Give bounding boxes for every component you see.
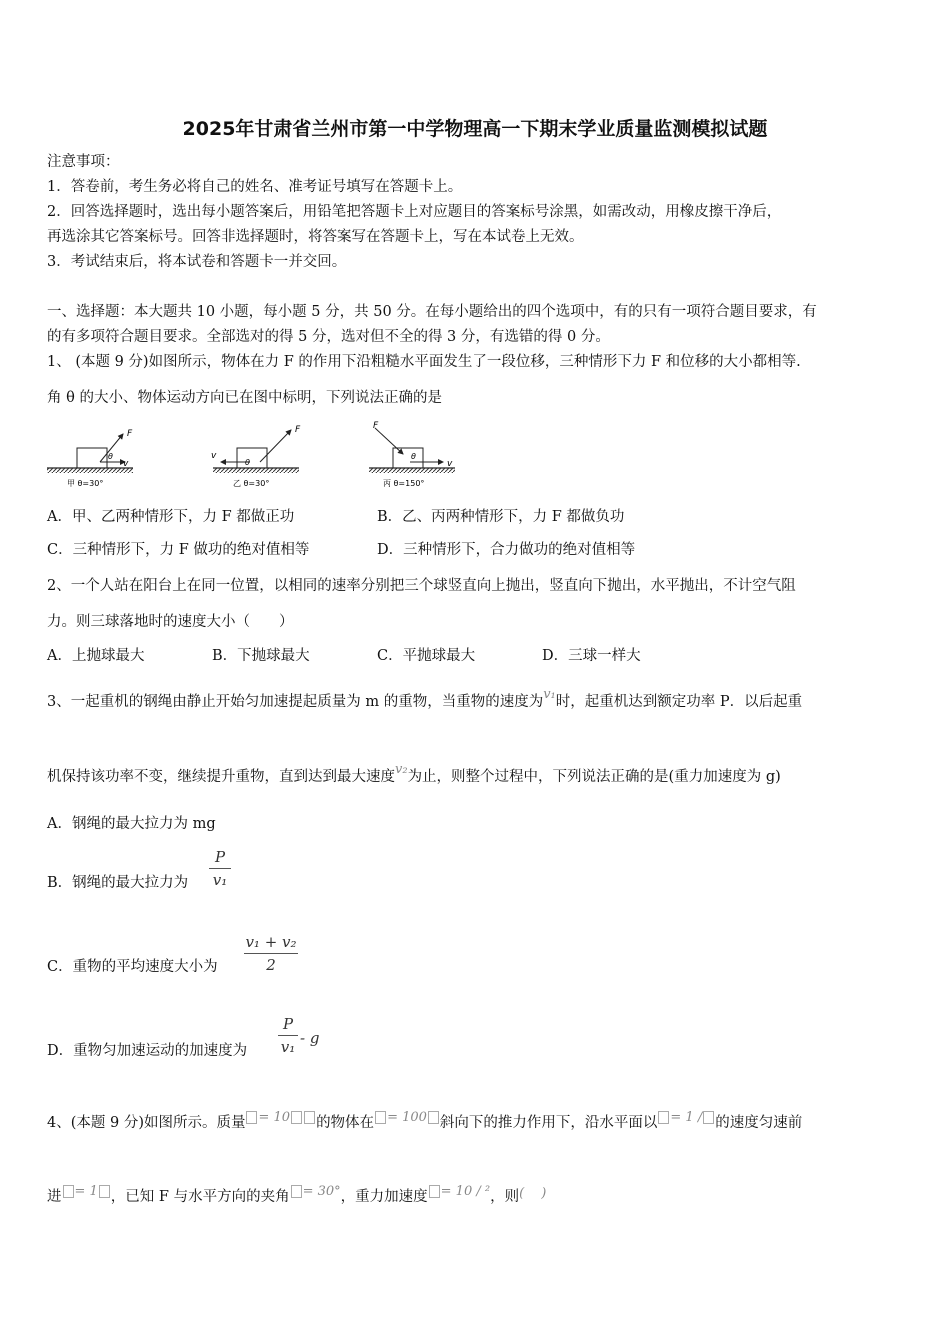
q1-figures [45, 420, 465, 492]
q4-text: 的速度匀速前 [715, 1115, 803, 1131]
q4-text: ，已知 F 与水平方向的夹角 [110, 1189, 290, 1205]
v2-symbol: v₂ [395, 762, 408, 777]
force-label: F [127, 429, 133, 439]
velocity-label: v [211, 451, 217, 461]
fraction-denominator: v₁ [212, 871, 228, 889]
q3-option-d: D．重物匀加速运动的加速度为 [47, 1043, 248, 1059]
angle-label: θ [411, 452, 416, 461]
q4-text: ，则 [490, 1189, 520, 1205]
q1-stem-line1: 1、 (本题 9 分)如图所示，物体在力 F 的作用下沿粗糙水平面发生了一段位移，三种情形下力 F 和位移的大小都相等. [47, 354, 801, 370]
notice-item-3: 3．考试结束后，将本试卷和答题卡一并交回。 [47, 254, 347, 270]
notice-item-1: 1．答卷前，考生务必将自己的姓名、准考证号填写在答题卡上。 [47, 179, 463, 195]
fraction-denominator: v₁ [280, 1038, 296, 1056]
block [237, 448, 267, 468]
q3-option-c-fraction [244, 933, 298, 974]
velocity-value: = 1 / [670, 1110, 703, 1125]
q3-option-d-tail: - g [300, 1029, 320, 1047]
q3-stem-line2 [47, 762, 781, 788]
q3-text: 为止，则整个过程中，下列说法正确的是(重力加速度为 g) [407, 769, 781, 785]
force-arrow [375, 428, 403, 454]
q1-stem-line2: 角 θ 的大小、物体运动方向已在图中标明，下列说法正确的是 [47, 390, 442, 406]
q3-option-d-fraction [278, 1015, 298, 1056]
q4-stem-line1 [47, 1110, 803, 1134]
q2-stem-line2: 力。则三球落地时的速度大小（ ） [47, 614, 294, 630]
figure-bing [369, 421, 455, 488]
q3-option-b: B．钢绳的最大拉力为 [47, 875, 189, 891]
q3-option-c: C．重物的平均速度大小为 [47, 959, 218, 975]
page-title: 2025年甘肃省兰州市第一中学物理高一下期末学业质量监测模拟试题 [182, 118, 768, 140]
section-intro-line2: 的有多项符合题目要求。全部选对的得 5 分，选对但不全的得 3 分，有选错的得 0 分。 [47, 329, 610, 345]
q4-text: 进 [47, 1189, 62, 1205]
notice-item-2-cont: 再选涂其它答案标号。回答非选择题时，将答案写在答题卡上，写在本试卷上无效。 [47, 229, 584, 245]
figure-caption: 甲 θ=30° [67, 479, 104, 488]
q1-option-a: A．甲、乙两种情形下，力 F 都做正功 [47, 509, 295, 525]
figure-yi [211, 425, 301, 488]
angle-value: = 30° [302, 1184, 341, 1199]
q4-stem-line2 [47, 1184, 547, 1208]
velocity-label: v [447, 459, 453, 469]
angle-label: θ [245, 458, 250, 467]
fraction-numerator: P [214, 848, 226, 866]
q3-stem-line1 [47, 687, 803, 713]
force-label: F [373, 421, 379, 431]
q1-option-d: D．三种情形下，合力做功的绝对值相等 [377, 542, 636, 558]
fraction-denominator: 2 [266, 956, 276, 974]
force-label: F [295, 425, 301, 435]
notice-heading: 注意事项： [47, 154, 120, 170]
q2-stem-line1: 2、一个人站在阳台上在同一位置，以相同的速率分别把三个球竖直向上抛出，竖直向下抛出，水平抛出，不计空气阻 [47, 578, 796, 594]
v1-symbol: v₁ [543, 687, 556, 702]
figure-caption: 丙 θ=150° [383, 479, 425, 488]
q2-option-a: A．上抛球最大 [47, 648, 145, 664]
force-arrow [260, 430, 291, 462]
q2-option-d: D．三球一样大 [542, 648, 641, 664]
fraction-numerator: v₁ + v₂ [245, 933, 297, 951]
q2-option-b: B．下抛球最大 [212, 648, 310, 664]
block [77, 448, 107, 468]
q4-text: ，重力加速度 [340, 1189, 428, 1205]
q3-text: 3、一起重机的钢绳由静止开始匀加速提起质量为 m 的重物，当重物的速度为 [47, 694, 544, 710]
answer-parenthesis: ( ) [519, 1186, 547, 1201]
fraction-numerator: P [282, 1015, 294, 1033]
q4-text: 斜向下的推力作用下，沿水平面以 [439, 1115, 658, 1131]
q3-option-b-fraction [209, 848, 231, 889]
mass-value: = 10 [258, 1110, 291, 1125]
q1-option-b: B．乙、丙两种情形下，力 F 都做负功 [377, 509, 625, 525]
q3-text: 时，起重机达到额定功率 P．以后起重 [555, 694, 803, 710]
q2-option-c: C．平抛球最大 [377, 648, 476, 664]
notice-item-2: 2．回答选择题时，选出每小题答案后，用铅笔把答题卡上对应题目的答案标号涂黑，如需改动，用橡皮擦干净后， [47, 204, 782, 220]
figure-jia [47, 429, 133, 488]
angle-label: θ [108, 452, 113, 461]
figure-caption: 乙 θ=30° [233, 479, 270, 488]
section-intro-line1: 一、选择题：本大题共 10 小题，每小题 5 分，共 50 分。在每小题给出的四个选项中，有的只有一项符合题目要求，有 [47, 304, 817, 320]
displacement-value: = 1 [74, 1184, 98, 1199]
q3-option-a: A．钢绳的最大拉力为 mg [47, 816, 216, 832]
q3-text: 机保持该功率不变，继续提升重物，直到达到最大速度 [47, 769, 395, 785]
velocity-label: v [123, 459, 129, 469]
q1-option-c: C．三种情形下，力 F 做功的绝对值相等 [47, 542, 310, 558]
force-value: = 100 [387, 1110, 427, 1125]
block [393, 448, 423, 468]
q4-text: 4、(本题 9 分)如图所示。质量 [47, 1115, 246, 1131]
q4-text: 的物体在 [316, 1115, 375, 1131]
gravity-value: = 10 / ² [440, 1184, 491, 1199]
